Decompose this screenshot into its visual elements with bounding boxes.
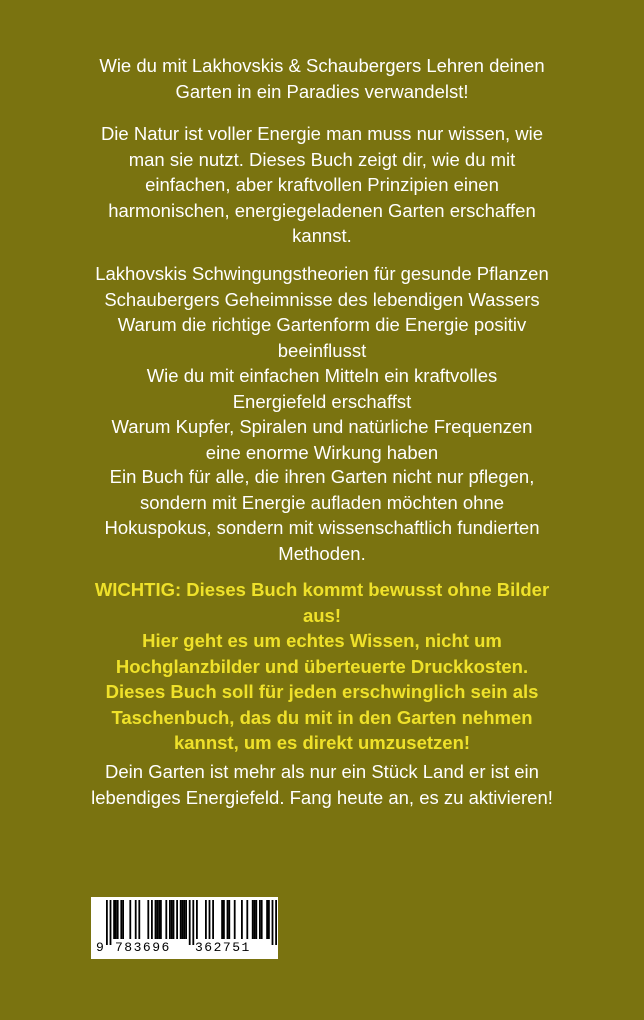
barcode-bar bbox=[223, 900, 225, 939]
barcode-bar bbox=[228, 900, 230, 939]
barcode-prefix-digit: 9 bbox=[96, 940, 104, 955]
barcode-bar bbox=[221, 900, 223, 939]
notice-line: Hochglanzbilder und überteuerte Druckkosten. bbox=[115, 655, 529, 677]
notice-line: Taschenbuch, das du mit in den Garten nehmen bbox=[111, 706, 533, 728]
barcode-bar bbox=[176, 900, 178, 939]
barcode-bar bbox=[180, 900, 182, 939]
barcode-bar bbox=[113, 900, 115, 939]
barcode-bar bbox=[192, 900, 194, 945]
topic-line: Lakhovskis Schwingungstheorien für gesunde Pflanzen bbox=[95, 263, 549, 284]
barcode-bar bbox=[205, 900, 207, 939]
barcode-bar bbox=[255, 900, 257, 939]
text-line: Methoden. bbox=[278, 542, 366, 564]
barcode-bar bbox=[173, 900, 175, 939]
barcode-bar bbox=[120, 900, 122, 939]
barcode-bar bbox=[129, 900, 131, 939]
text-line: Die Natur ist voller Energie man muss nur wissen, wie bbox=[100, 123, 544, 144]
intro-paragraph bbox=[40, 53, 604, 104]
audience-paragraph bbox=[40, 464, 604, 566]
description-paragraph bbox=[40, 121, 604, 249]
barcode-bar bbox=[272, 900, 274, 945]
topic-line: Wie du mit einfachen Mitteln ein kraftvolles bbox=[146, 365, 498, 386]
barcode-bar bbox=[183, 900, 185, 939]
barcode-bar bbox=[259, 900, 261, 939]
text-line: Dein Garten ist mehr als nur ein Stück Land er ist ein bbox=[105, 761, 539, 782]
topics-list bbox=[40, 261, 604, 465]
barcode-bar bbox=[182, 900, 184, 939]
barcode-bar bbox=[266, 900, 268, 939]
barcode-bar bbox=[268, 900, 270, 939]
barcode-bar bbox=[196, 900, 198, 939]
barcode-bar bbox=[254, 900, 256, 939]
topic-line: eine enorme Wirkung haben bbox=[205, 441, 439, 463]
text-line: harmonischen, energiegeladenen Garten erschaffen bbox=[108, 199, 536, 221]
topic-line: Energiefeld erschaffst bbox=[232, 390, 412, 412]
important-notice bbox=[40, 577, 604, 756]
text-line: kannst. bbox=[292, 225, 352, 246]
barcode-bar bbox=[165, 900, 167, 939]
barcode-bar bbox=[212, 900, 214, 939]
barcode-bar bbox=[151, 900, 153, 939]
topic-line: Schaubergers Geheimnisse des lebendigen Wassers bbox=[104, 288, 540, 310]
text-line: sondern mit Energie aufladen möchten ohne bbox=[139, 491, 505, 513]
topic-line: Warum die richtige Gartenform die Energie positiv bbox=[117, 314, 527, 335]
barcode-bar bbox=[246, 900, 248, 939]
notice-line: Hier geht es um echtes Wissen, nicht um bbox=[142, 630, 502, 651]
barcode-bar bbox=[138, 900, 140, 939]
barcode-bar bbox=[169, 900, 171, 939]
text-line: lebendiges Energiefeld. Fang heute an, es zu aktivieren! bbox=[91, 786, 553, 808]
barcode-bar bbox=[135, 900, 137, 939]
barcode-bar bbox=[171, 900, 173, 939]
text-line: Garten in ein Paradies verwandelst! bbox=[175, 80, 469, 102]
barcode-right-digits: 362751 bbox=[195, 940, 251, 955]
barcode-bar bbox=[234, 900, 236, 939]
barcode-bar bbox=[110, 900, 112, 945]
barcode-bar bbox=[189, 900, 191, 945]
closing-paragraph bbox=[40, 759, 604, 810]
barcode-bar bbox=[261, 900, 263, 939]
barcode-bar bbox=[117, 900, 119, 939]
barcode-bar bbox=[115, 900, 117, 939]
barcode-left-digits: 783696 bbox=[115, 940, 171, 955]
barcode-bar bbox=[227, 900, 229, 939]
notice-line: aus! bbox=[302, 604, 342, 626]
barcode-bar bbox=[275, 900, 277, 945]
barcode-bar bbox=[155, 900, 157, 939]
text-line: einfachen, aber kraftvollen Prinzipien einen bbox=[145, 174, 499, 195]
barcode-bar bbox=[209, 900, 211, 939]
barcode-bar bbox=[106, 900, 108, 945]
barcode-bar bbox=[185, 900, 187, 939]
notice-line: WICHTIG: Dieses Buch kommt bewusst ohne Bilder bbox=[94, 579, 550, 600]
barcode-bar bbox=[160, 900, 162, 939]
text-line: Ein Buch für alle, die ihren Garten nicht nur pflegen, bbox=[109, 466, 535, 487]
barcode-bar bbox=[122, 900, 124, 939]
topic-line: Warum Kupfer, Spiralen und natürliche Frequenzen bbox=[111, 416, 533, 437]
topic-line: beeinflusst bbox=[277, 339, 367, 361]
barcode-bar bbox=[252, 900, 254, 939]
barcode-bar bbox=[241, 900, 243, 939]
notice-line: kannst, um es direkt umzusetzen! bbox=[173, 732, 471, 753]
text-line: man sie nutzt. Dieses Buch zeigt dir, wie du mit bbox=[128, 148, 516, 170]
barcode-bar bbox=[147, 900, 149, 939]
isbn-barcode bbox=[91, 897, 278, 959]
barcode-bar bbox=[158, 900, 160, 939]
barcode-bar bbox=[156, 900, 158, 939]
notice-line: Dieses Buch soll für jeden erschwinglich sein als bbox=[105, 681, 539, 702]
barcode-digits bbox=[91, 940, 278, 956]
text-line: Hokuspokus, sondern mit wissenschaftlich fundierten bbox=[104, 517, 540, 538]
text-line: Wie du mit Lakhovskis & Schaubergers Lehren deinen bbox=[99, 55, 545, 76]
